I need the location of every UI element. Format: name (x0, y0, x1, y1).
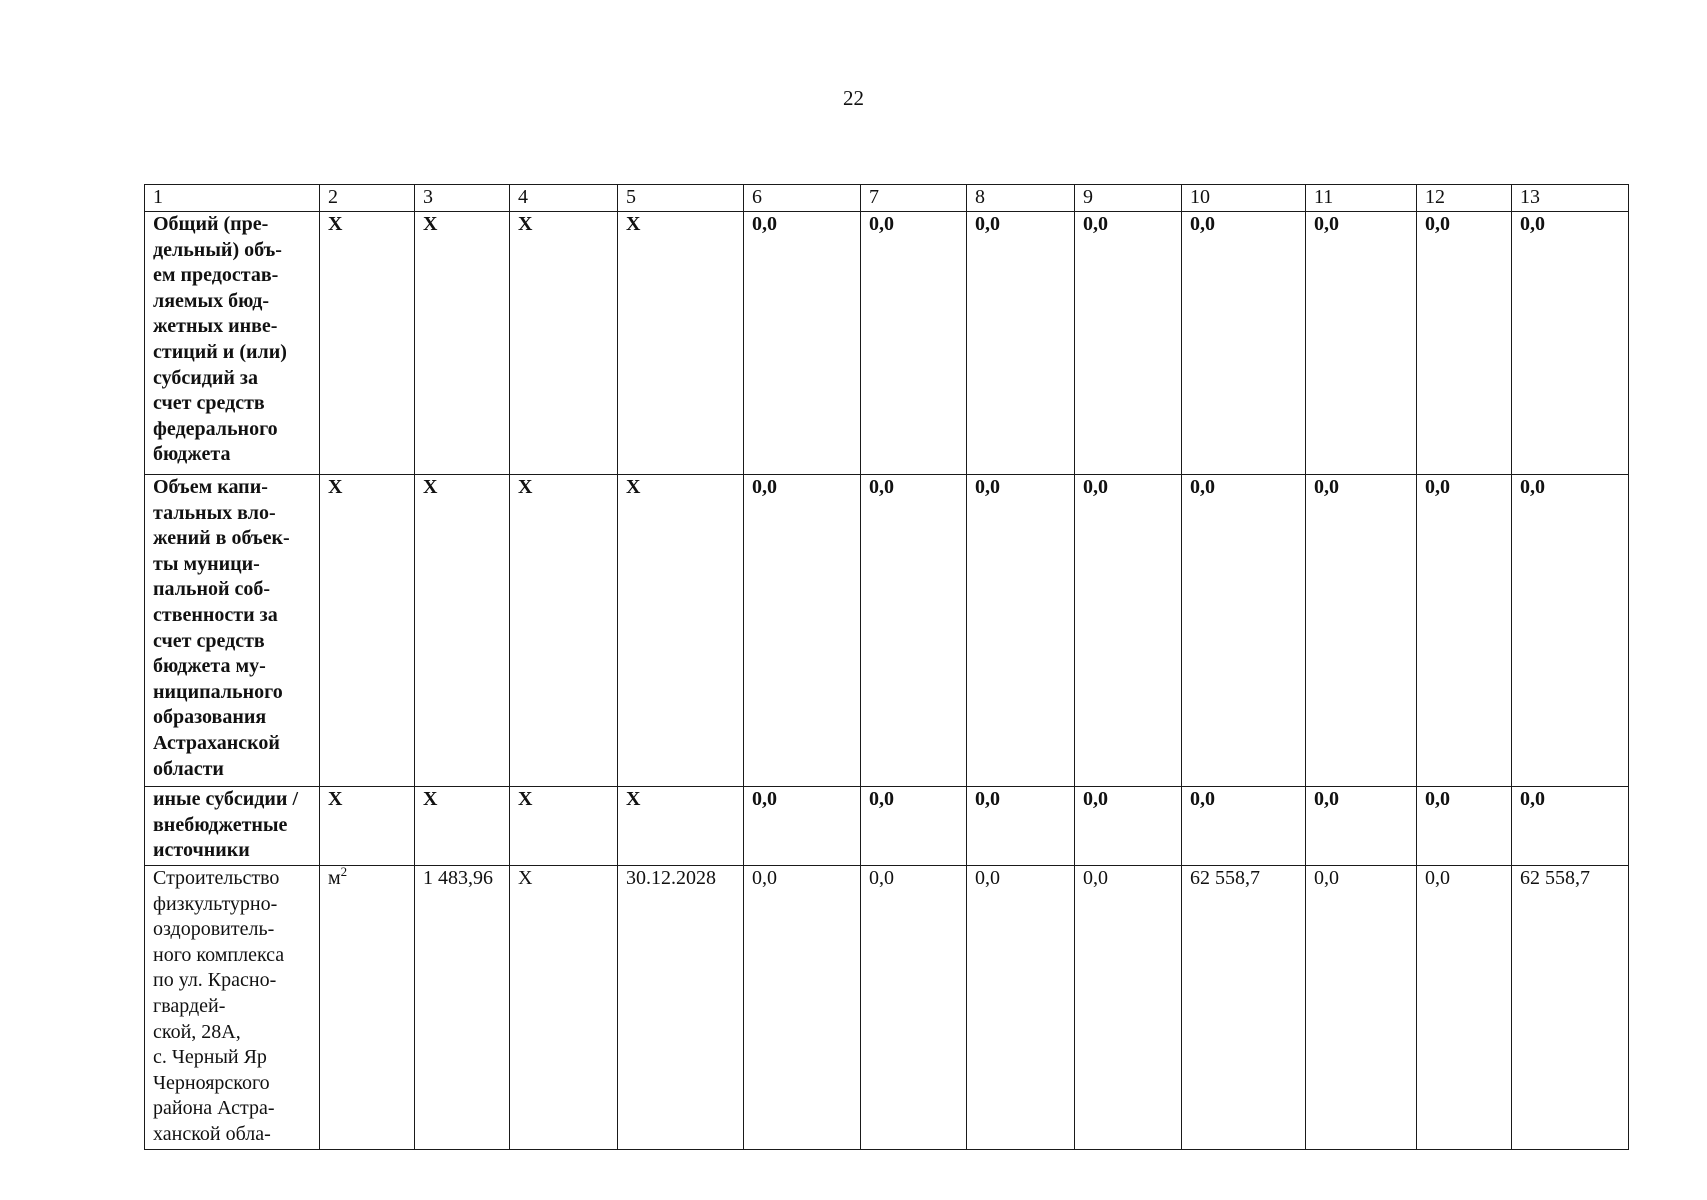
column-number-header: 10 (1182, 185, 1306, 212)
column-number-header: 11 (1306, 185, 1417, 212)
description-line: ниципального (153, 680, 283, 703)
description-line: по ул. Красно- (153, 969, 277, 992)
description-line: района Астра- (153, 1097, 275, 1120)
column-number-header: 6 (744, 185, 861, 212)
description-line: источники (153, 839, 250, 862)
deadline-cell: Х (618, 212, 744, 475)
deadline-cell: 30.12.2028 (618, 866, 744, 1150)
value-cell: 0,0 (1306, 866, 1417, 1150)
value-cell: 0,0 (1512, 787, 1629, 866)
value-cell: 62 558,7 (1512, 866, 1629, 1150)
value-cell: 0,0 (1075, 212, 1182, 475)
value-cell: 0,0 (967, 866, 1075, 1150)
description-line: ты муници- (153, 552, 260, 575)
deadline-cell: Х (618, 475, 744, 787)
value-cell: 0,0 (1075, 787, 1182, 866)
value-cell: 62 558,7 (1182, 866, 1306, 1150)
row-description-cell (145, 787, 320, 866)
value-cell: 0,0 (1417, 212, 1512, 475)
row-description-cell (145, 212, 320, 475)
value-cell: 0,0 (1306, 212, 1417, 475)
value-cell: 0,0 (1182, 212, 1306, 475)
column-number-header: 1 (145, 185, 320, 212)
deadline-cell: Х (618, 787, 744, 866)
description-line: пальной соб- (153, 578, 271, 601)
value-cell: 0,0 (967, 787, 1075, 866)
value-cell: 0,0 (1182, 787, 1306, 866)
table-cell: Х (510, 866, 618, 1150)
description-line: стиций и (или) (153, 340, 287, 363)
value-cell: 0,0 (861, 787, 967, 866)
description-line: физкультурно- (153, 892, 278, 915)
description-line: ляемых бюд- (153, 289, 270, 312)
description-line: ханской обла- (153, 1122, 271, 1145)
table-cell: Х (510, 787, 618, 866)
description-line: гвардей- (153, 994, 226, 1017)
value-cell: 0,0 (1306, 475, 1417, 787)
description-line: Объем капи- (153, 476, 268, 498)
description-line: субсидий за (153, 366, 258, 389)
value-cell: 0,0 (1306, 787, 1417, 866)
value-cell: 0,0 (1417, 475, 1512, 787)
row-description-cell (145, 475, 320, 787)
table-header-row (145, 185, 1629, 212)
description-line: Астраханской (153, 731, 280, 754)
value-cell: 0,0 (744, 212, 861, 475)
value-cell: 0,0 (1417, 787, 1512, 866)
description-line: федерального (153, 417, 278, 440)
value-cell: 0,0 (861, 475, 967, 787)
description-line: бюджета (153, 443, 231, 466)
description-line: Строительство (153, 867, 280, 889)
description-line: ственности за (153, 603, 278, 626)
value-cell: 0,0 (1075, 475, 1182, 787)
value-cell: 0,0 (1512, 212, 1629, 475)
unit-text: м (328, 867, 341, 889)
value-cell: 0,0 (1075, 866, 1182, 1150)
value-cell: 0,0 (744, 787, 861, 866)
description-line: иные субсидии / (153, 788, 299, 810)
budget-table (144, 184, 1629, 1150)
value-cell: 0,0 (1417, 866, 1512, 1150)
description-line: образования (153, 706, 267, 729)
value-cell: 0,0 (1182, 475, 1306, 787)
description-line: ской, 28А, (153, 1020, 241, 1043)
capacity-cell: Х (415, 475, 510, 787)
description-line: тальных вло- (153, 501, 276, 524)
column-number-header: 4 (510, 185, 618, 212)
page-number: 22 (843, 86, 864, 110)
description-line: жетных инве- (153, 315, 278, 338)
column-number-header: 12 (1417, 185, 1512, 212)
column-number-header: 5 (618, 185, 744, 212)
column-number-header: 7 (861, 185, 967, 212)
value-cell: 0,0 (861, 212, 967, 475)
value-cell: 0,0 (967, 212, 1075, 475)
column-number-header: 8 (967, 185, 1075, 212)
description-line: жений в объек- (153, 527, 290, 550)
description-line: бюджета му- (153, 655, 266, 678)
capacity-cell: Х (415, 212, 510, 475)
unit-cell: Х (320, 787, 415, 866)
unit-superscript: 2 (340, 865, 348, 879)
unit-cell: Х (320, 475, 415, 787)
column-number-header: 3 (415, 185, 510, 212)
unit-cell (320, 866, 415, 1150)
description-line: ем предостав- (153, 264, 279, 287)
table-cell: Х (510, 475, 618, 787)
table-row (145, 475, 1629, 787)
description-line: оздоровитель- (153, 918, 275, 941)
capacity-cell: 1 483,96 (415, 866, 510, 1150)
unit-cell: Х (320, 212, 415, 475)
table-row (145, 212, 1629, 475)
description-line: дельный) объ- (153, 238, 282, 261)
description-line: области (153, 757, 224, 780)
value-cell: 0,0 (1512, 475, 1629, 787)
table-cell: Х (510, 212, 618, 475)
capacity-cell: Х (415, 787, 510, 866)
table-row (145, 787, 1629, 866)
description-line: внебюджетные (153, 813, 288, 836)
row-description-cell (145, 866, 320, 1150)
value-cell: 0,0 (861, 866, 967, 1150)
description-line: Общий (пре- (153, 213, 269, 235)
column-number-header: 2 (320, 185, 415, 212)
table-row (145, 866, 1629, 1150)
description-line: ного комплекса (153, 943, 285, 966)
value-cell: 0,0 (967, 475, 1075, 787)
description-line: счет средств (153, 629, 265, 652)
column-number-header: 9 (1075, 185, 1182, 212)
column-number-header: 13 (1512, 185, 1629, 212)
value-cell: 0,0 (744, 475, 861, 787)
value-cell: 0,0 (744, 866, 861, 1150)
description-line: с. Черный Яр (153, 1046, 267, 1069)
description-line: счет средств (153, 392, 265, 415)
description-line: Черноярского (153, 1071, 270, 1094)
